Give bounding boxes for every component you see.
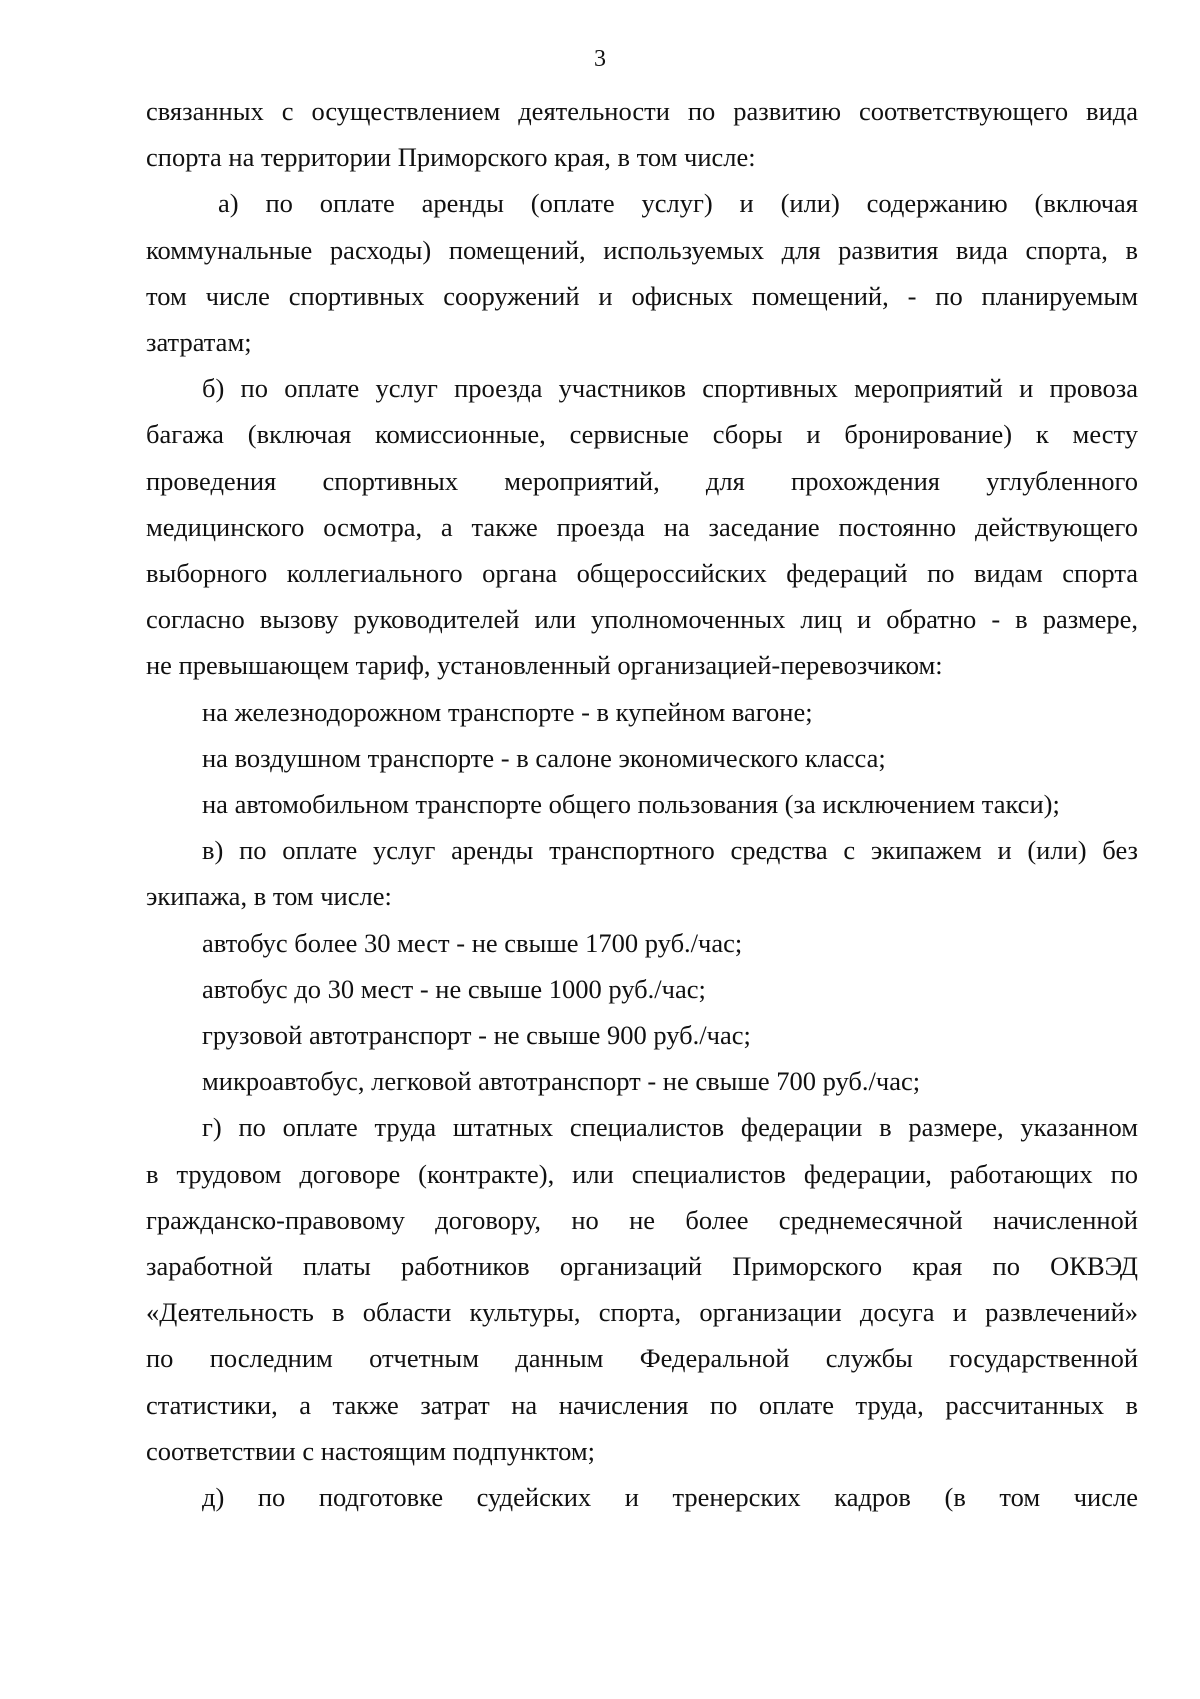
rental-rate-item: автобус до 30 мест - не свыше 1000 руб./час; bbox=[202, 973, 706, 1004]
text-line: затратам; bbox=[146, 327, 252, 358]
subpoint-g-line: г) по оплате труда штатных специалистов федерации в размере, указанном bbox=[202, 1112, 1138, 1143]
transport-item: на воздушном транспорте - в салоне экономического класса; bbox=[202, 742, 886, 773]
text-line: коммунальные расходы) помещений, используемых для развития вида спорта, в bbox=[146, 234, 1138, 265]
text-line: гражданско-правовому договору, но не более среднемесячной начисленной bbox=[146, 1204, 1138, 1235]
subpoint-a-line: а) по оплате аренды (оплате услуг) и (или) содержанию (включая bbox=[218, 188, 1138, 219]
transport-item: на автомобильном транспорте общего пользования (за исключением такси); bbox=[202, 789, 1060, 820]
document-body bbox=[146, 88, 1138, 1520]
text-line: выборного коллегиального органа общероссийских федераций по видам спорта bbox=[146, 558, 1138, 589]
page-number: 3 bbox=[594, 46, 606, 72]
text-line: проведения спортивных мероприятий, для прохождения углубленного bbox=[146, 465, 1138, 496]
subpoint-d-line: д) по подготовке судейских и тренерских кадров (в том числе bbox=[202, 1482, 1138, 1513]
text-line: по последним отчетным данным Федеральной службы государственной bbox=[146, 1343, 1138, 1374]
text-line: не превышающем тариф, установленный организацией-перевозчиком: bbox=[146, 650, 943, 681]
subpoint-b-line: б) по оплате услуг проезда участников спортивных мероприятий и провоза bbox=[202, 373, 1138, 404]
text-line: «Деятельность в области культуры, спорта, организации досуга и развлечений» bbox=[146, 1297, 1138, 1328]
text-line: экипажа, в том числе: bbox=[146, 881, 392, 912]
rental-rate-item: грузовой автотранспорт - не свыше 900 руб./час; bbox=[202, 1020, 751, 1051]
subpoint-v-line: в) по оплате услуг аренды транспортного средства с экипажем и (или) без bbox=[202, 835, 1138, 866]
text-line: медицинского осмотра, а также проезда на заседание постоянно действующего bbox=[146, 511, 1138, 542]
transport-item: на железнодорожном транспорте - в купейном вагоне; bbox=[202, 696, 813, 727]
text-line: в трудовом договоре (контракте), или специалистов федерации, работающих по bbox=[146, 1158, 1138, 1189]
rental-rate-item: микроавтобус, легковой автотранспорт - не свыше 700 руб./час; bbox=[202, 1066, 921, 1097]
text-line: связанных с осуществлением деятельности по развитию соответствующего вида bbox=[146, 96, 1138, 126]
text-line: спорта на территории Приморского края, в том числе: bbox=[146, 142, 756, 173]
text-line: согласно вызову руководителей или уполномоченных лиц и обратно - в размере, bbox=[146, 604, 1138, 635]
text-line: багажа (включая комиссионные, сервисные сборы и бронирование) к месту bbox=[146, 419, 1138, 450]
text-line: статистики, а также затрат на начисления по оплате труда, рассчитанных в bbox=[146, 1389, 1138, 1420]
text-line: том числе спортивных сооружений и офисных помещений, - по планируемым bbox=[146, 280, 1138, 311]
rental-rate-item: автобус более 30 мест - не свыше 1700 руб./час; bbox=[202, 927, 743, 958]
text-line: соответствии с настоящим подпунктом; bbox=[146, 1435, 595, 1466]
text-line: заработной платы работников организаций Приморского края по ОКВЭД bbox=[146, 1251, 1138, 1282]
